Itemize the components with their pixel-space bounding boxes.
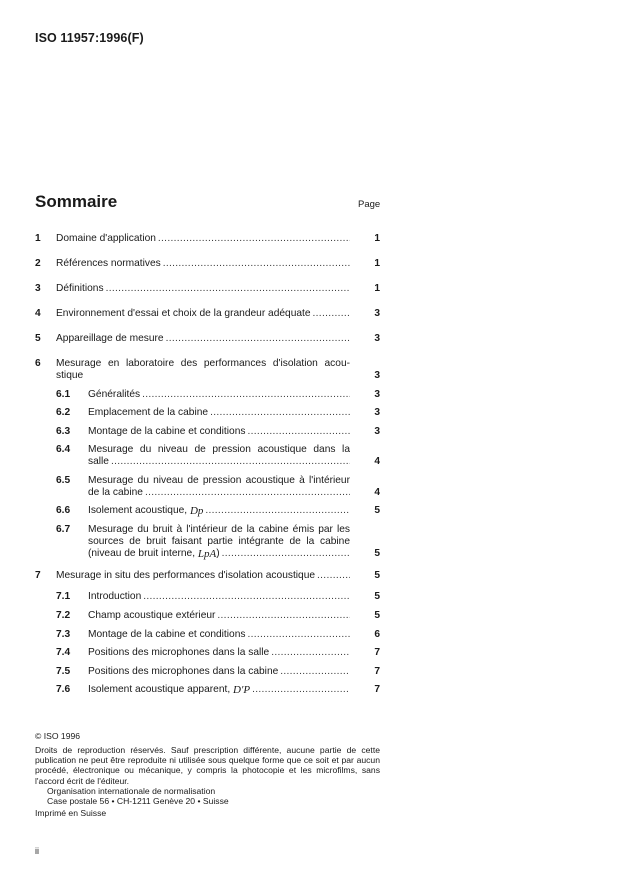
dot-leader — [142, 389, 350, 401]
entry-number: 7.5 — [56, 666, 71, 677]
entry-number: 6.7 — [56, 524, 71, 535]
dot-leader — [145, 487, 350, 499]
entry-title-line-2: de la cabine — [88, 487, 143, 499]
entry-page: 1 — [374, 233, 380, 244]
entry-page: 5 — [374, 610, 380, 621]
entry-title: Isolement acoustique apparent, — [88, 684, 231, 695]
entry-title: Isolement acoustique, — [88, 505, 188, 516]
entry-number: 7.3 — [56, 629, 71, 640]
entry-page: 5 — [374, 591, 380, 602]
entry-page: 3 — [374, 370, 380, 381]
entry-title: Références normatives — [56, 258, 161, 269]
publisher-address — [47, 786, 229, 806]
entry-title-line-1: Mesurage du bruit à l'intérieur de la cabine émis par les — [88, 524, 350, 535]
publisher-postal-address: Case postale 56 • CH-1211 Genève 20 • Suisse — [47, 796, 229, 806]
printed-in: Imprimé en Suisse — [35, 808, 107, 818]
document-id: ISO 11957:1996(F) — [35, 31, 144, 45]
publisher-name: Organisation internationale de normalisation — [47, 786, 216, 796]
entry-title-line-3: (niveau de bruit interne, — [88, 548, 196, 560]
entry-page: 3 — [374, 426, 380, 437]
dot-leader — [205, 505, 350, 517]
entry-page: 7 — [374, 684, 380, 695]
entry-title: Positions des microphones dans la salle — [88, 647, 270, 658]
entry-title: Montage de la cabine et conditions — [88, 629, 246, 640]
entry-title: Appareillage de mesure — [56, 333, 164, 344]
page-column-header: Page — [358, 199, 381, 210]
entry-number: 6.4 — [56, 444, 71, 455]
entry-page: 1 — [374, 283, 380, 294]
symbol-D-prime: D′ — [233, 684, 244, 696]
entry-title-line-1: Mesurage en laboratoire des performances d'isolation acou- — [56, 358, 350, 369]
entry-title: Introduction — [88, 591, 142, 602]
dot-leader — [106, 283, 350, 295]
symbol-L: L — [197, 548, 205, 561]
entry-page: 5 — [374, 548, 380, 559]
entry-page: 3 — [374, 308, 380, 319]
dot-leader — [222, 548, 350, 560]
entry-title: Mesurage in situ des performances d'isolation acoustique — [56, 570, 316, 581]
dot-leader — [163, 258, 350, 270]
entry-number: 6.2 — [56, 407, 71, 418]
entry-page: 3 — [374, 333, 380, 344]
dot-leader — [247, 629, 350, 641]
dot-leader — [313, 308, 350, 320]
entry-page: 3 — [374, 407, 380, 418]
copyright-notice: © ISO 1996 — [35, 731, 81, 741]
entry-title-line-2: sources de bruit faisant partie intégrante de la cabine — [88, 536, 350, 548]
entry-page: 4 — [374, 456, 380, 467]
entry-number: 6.3 — [56, 426, 71, 437]
entry-title: Généralités — [88, 389, 141, 400]
entry-page: 7 — [374, 666, 380, 677]
symbol-subscript: P — [243, 684, 251, 696]
entry-title: Domaine d'application — [56, 233, 156, 244]
entry-number: 1 — [35, 233, 41, 244]
entry-page: 6 — [374, 629, 380, 640]
entry-title-line-1: Mesurage du niveau de pression acoustique dans la — [88, 444, 350, 455]
dot-leader — [271, 647, 350, 659]
entry-number: 6.1 — [56, 389, 71, 400]
entry-title-line-2: salle — [88, 456, 109, 468]
symbol-subscript: pA — [204, 548, 217, 561]
dot-leader — [111, 456, 350, 468]
entry-number: 5 — [35, 333, 41, 344]
entry-page: 1 — [374, 258, 380, 269]
entry-number: 4 — [35, 308, 41, 319]
entry-number: 7 — [35, 570, 41, 581]
dot-leader — [247, 426, 350, 438]
entry-title-line-1: Mesurage du niveau de pression acoustique à l'intérieur — [88, 475, 350, 486]
dot-leader — [217, 610, 350, 622]
entry-title: Montage de la cabine et conditions — [88, 426, 246, 437]
toc-title: Sommaire — [35, 192, 118, 211]
entry-title: Emplacement de la cabine — [88, 407, 209, 418]
dot-leader — [210, 407, 350, 419]
entry-page: 7 — [374, 647, 380, 658]
symbol-close-paren: ) — [216, 548, 220, 560]
entry-title: Environnement d'essai et choix de la grandeur adéquate — [56, 308, 311, 319]
entry-title: Champ acoustique extérieur — [88, 610, 216, 621]
entry-number: 3 — [35, 283, 41, 294]
dot-leader — [158, 233, 350, 245]
dot-leader — [166, 333, 350, 345]
entry-title-line-2: stique — [56, 370, 84, 382]
rights-statement: Droits de reproduction réservés. Sauf prescription différente, aucune partie de cette publication ne peut être reproduite ni utilisée sous quelque forme que ce soit et par aucun procédé, électronique ou mécanique, y compris la photocopie et les microfilms, sans l'accord écrit de l'éditeur. — [35, 745, 380, 786]
entry-number: 7.2 — [56, 610, 71, 621]
entry-number: 7.6 — [56, 684, 71, 695]
dot-leader — [280, 666, 350, 678]
page-folio: ii — [35, 846, 39, 856]
entry-number: 7.4 — [56, 647, 71, 658]
symbol-subscript: p — [197, 505, 204, 517]
entry-number: 2 — [35, 258, 41, 269]
dot-leader — [252, 684, 350, 696]
entry-number: 7.1 — [56, 591, 71, 602]
entry-number: 6 — [35, 358, 41, 369]
entry-number: 6.5 — [56, 475, 71, 486]
dot-leader — [143, 591, 350, 603]
entry-title: Définitions — [56, 283, 104, 294]
entry-page: 5 — [374, 505, 380, 516]
entry-page: 4 — [374, 487, 380, 498]
entry-page: 5 — [374, 570, 380, 581]
entry-number: 6.6 — [56, 505, 71, 516]
symbol-D: D — [189, 505, 198, 517]
dot-leader — [317, 570, 350, 582]
entry-title: Positions des microphones dans la cabine — [88, 666, 279, 677]
entry-page: 3 — [374, 389, 380, 400]
